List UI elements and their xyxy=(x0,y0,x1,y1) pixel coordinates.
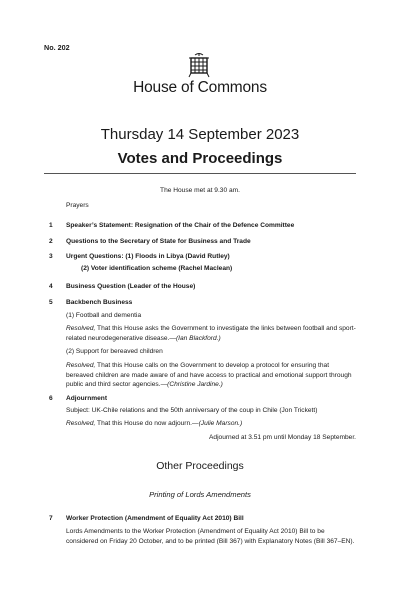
motion-2-label: (2) Support for bereaved children xyxy=(66,348,163,355)
item-title: Business Question (Leader of the House) xyxy=(66,283,196,290)
item-title: Backbench Business xyxy=(66,299,133,306)
item-number: 5 xyxy=(49,299,53,306)
adjournment-resolution: Resolved, That this House do now adjourn.—(Julie Marson.) xyxy=(66,420,243,427)
motion-1-text: Resolved, That this House asks the Government to investigate the links between football and sport-related neurodegenerative disease.—(Ian Blackford.) xyxy=(66,325,356,342)
item-number: 2 xyxy=(49,238,53,245)
prayers-line: Prayers xyxy=(66,202,89,209)
printing-subheading: Printing of Lords Amendments xyxy=(149,490,251,499)
item-number: 6 xyxy=(49,395,53,402)
sitting-date: Thursday 14 September 2023 xyxy=(100,126,300,143)
item-title: Questions to the Secretary of State for Business and Trade xyxy=(66,238,251,245)
motion-2-text: Resolved, That this House calls on the Government to develop a protocol for ensuring that bereaved children are made aware of and have access to practical and emotional support through public and third sector agencies.—(Christine Jardine.) xyxy=(66,362,352,389)
item-subtitle: (2) Voter identification scheme (Rachel Maclean) xyxy=(81,265,233,272)
adjournment-subject: Subject: UK-Chile relations and the 50th anniversary of the coup in Chile (Jon Trickett) xyxy=(66,407,318,414)
adjourned-until: Adjourned at 3.51 pm until Monday 18 September. xyxy=(209,434,356,441)
house-name: House of Commons xyxy=(133,79,267,96)
portcullis-icon xyxy=(188,52,210,78)
item-title: Adjournment xyxy=(66,395,108,402)
item-title: Speaker’s Statement: Resignation of the Chair of the Defence Committee xyxy=(66,222,295,229)
document-number: No. 202 xyxy=(44,43,70,52)
item-title: Worker Protection (Amendment of Equality Act 2010) Bill xyxy=(66,515,244,522)
motion-1-label: (1) Football and dementia xyxy=(66,312,142,319)
item-number: 1 xyxy=(49,222,53,229)
item-number: 4 xyxy=(49,283,53,290)
page-title: Votes and Proceedings xyxy=(117,150,283,167)
other-proceedings-heading: Other Proceedings xyxy=(156,460,244,472)
title-divider xyxy=(44,173,356,174)
item-number: 7 xyxy=(49,515,53,522)
house-met-line: The House met at 9.30 am. xyxy=(160,187,240,194)
agenda-item-3-subtitle xyxy=(81,265,232,272)
bill-text: Lords Amendments to the Worker Protection (Amendment of Equality Act 2010) Bill to be considered on Friday 20 October, and to be printed (Bill 367) with Explanatory Notes (Bill 367–EN). xyxy=(66,528,355,545)
item-title: Urgent Questions: (1) Floods in Libya (David Rutley) xyxy=(66,253,230,260)
item-number: 3 xyxy=(49,253,53,260)
